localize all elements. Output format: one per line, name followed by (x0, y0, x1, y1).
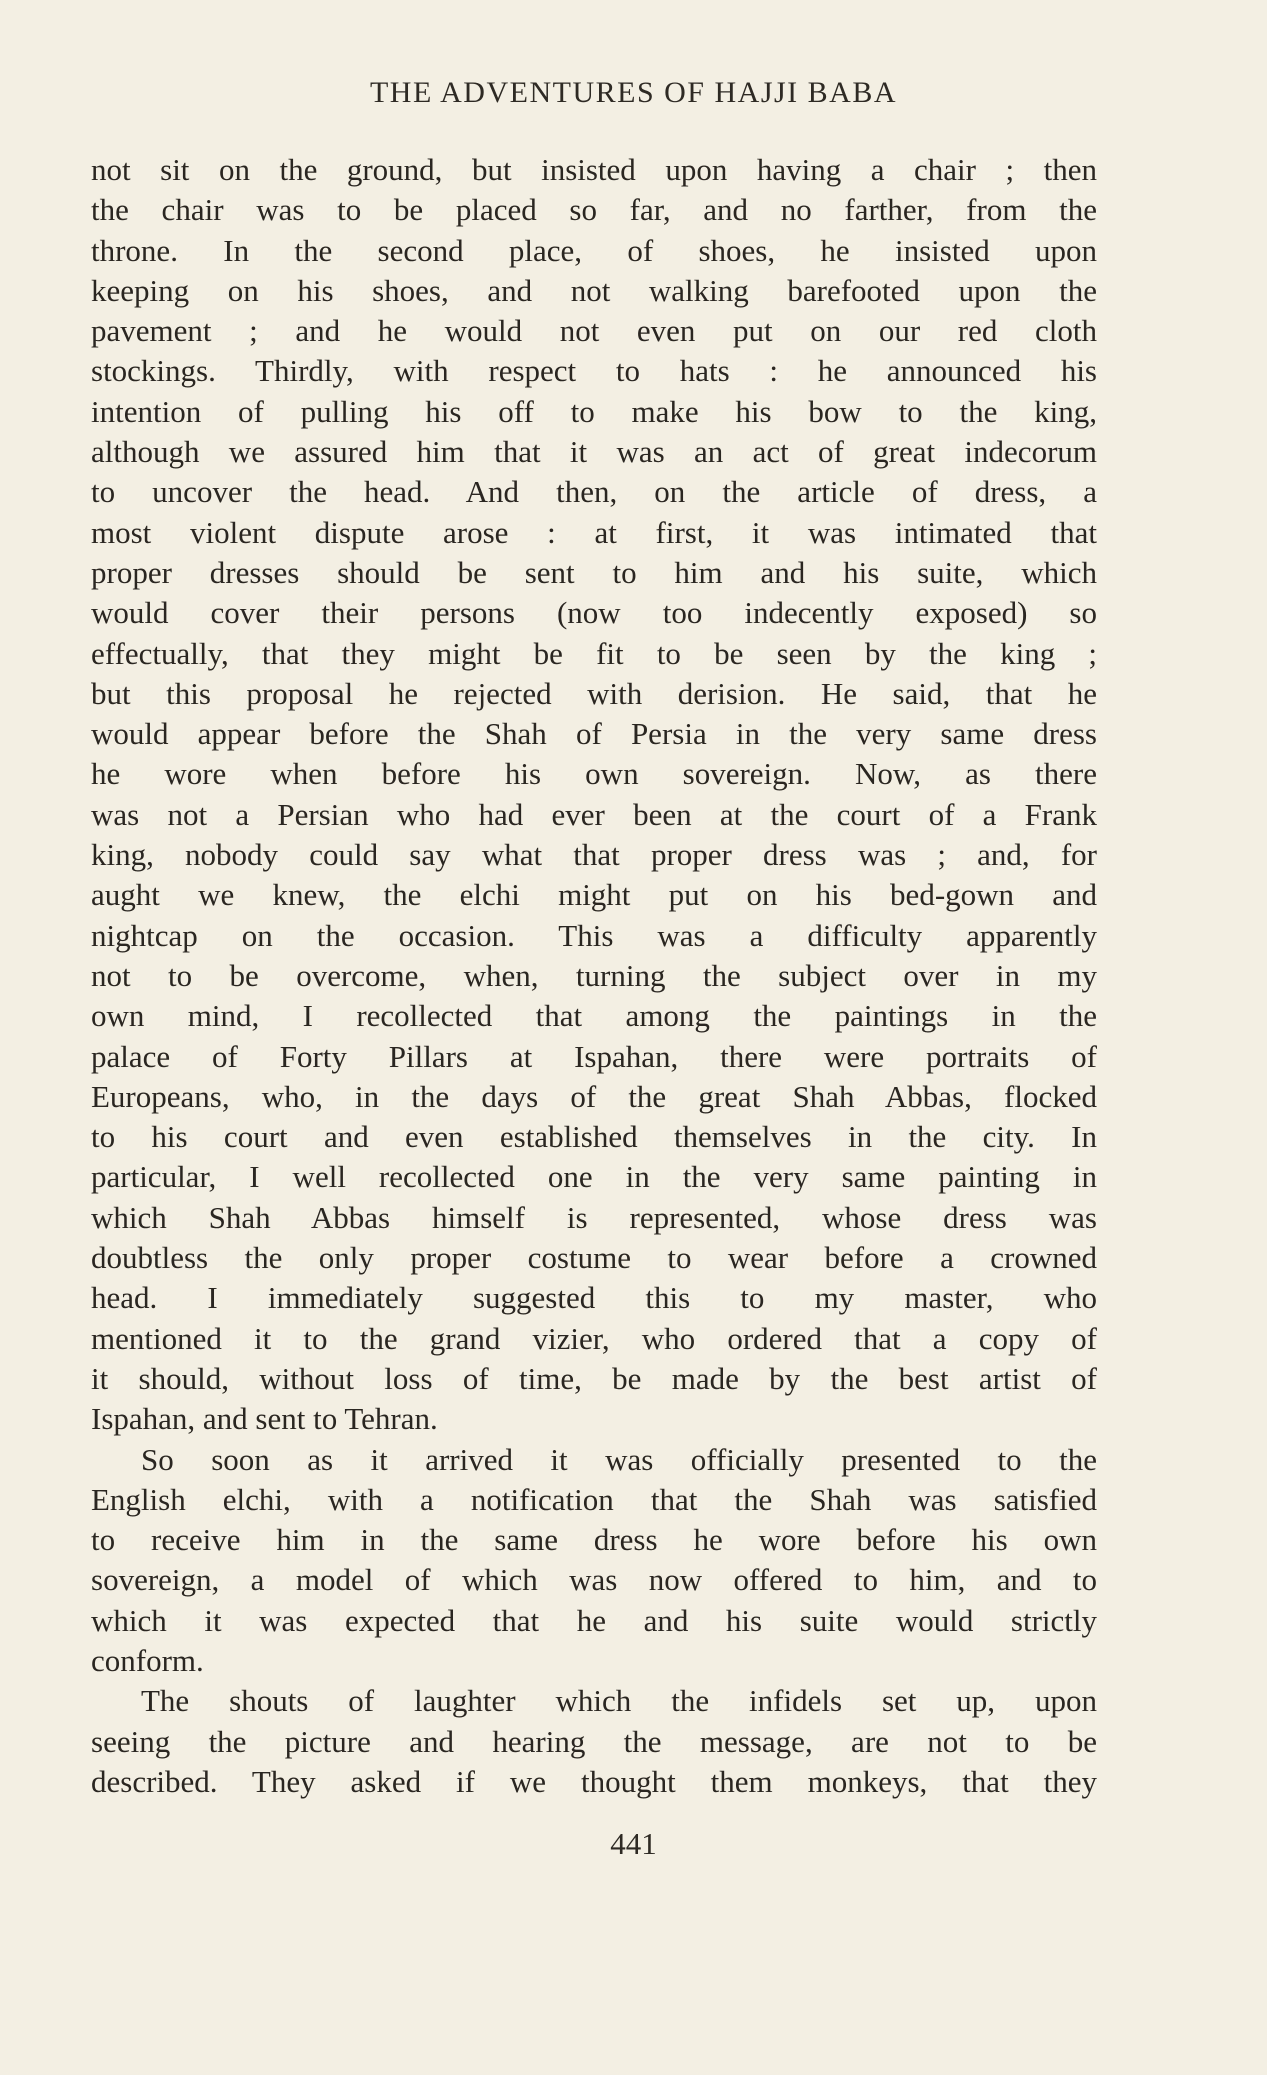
text-line: palace of Forty Pillars at Ispahan, there were portraits of (91, 1038, 1097, 1074)
body-text (91, 150, 1097, 1802)
text-line: most violent dispute arose : at first, it was intimated that (91, 514, 1097, 550)
text-line: was not a Persian who had ever been at the court of a Frank (91, 796, 1097, 832)
text-line: English elchi, with a notification that the Shah was satisfied (91, 1481, 1097, 1517)
text-line: it should, without loss of time, be made by the best artist of (91, 1360, 1097, 1396)
text-line: doubtless the only proper costume to wear before a crowned (91, 1240, 1097, 1276)
text-line: to his court and even established themselves in the city. In (91, 1119, 1097, 1155)
text-line: would appear before the Shah of Persia in the very same dress (91, 716, 1097, 752)
text-line: to receive him in the same dress he wore before his own (91, 1522, 1097, 1558)
text-line: own mind, I recollected that among the paintings in the (91, 998, 1097, 1034)
text-line: nightcap on the occasion. This was a difficulty apparently (91, 917, 1097, 953)
running-head: THE ADVENTURES OF HAJJI BABA (369, 76, 898, 109)
text-line: intention of pulling his off to make his bow to the king, (91, 393, 1097, 429)
text-line: would cover their persons (now too indecently exposed) so (91, 595, 1097, 631)
text-line: conform. (91, 1642, 204, 1678)
text-line: pavement ; and he would not even put on our red cloth (91, 313, 1097, 349)
text-line: the chair was to be placed so far, and no farther, from the (91, 192, 1097, 228)
text-line: Ispahan, and sent to Tehran. (91, 1401, 438, 1437)
text-line: head. I immediately suggested this to my master, who (91, 1280, 1097, 1316)
page-number: 441 (610, 1826, 657, 1861)
text-line: to uncover the head. And then, on the article of dress, a (91, 474, 1097, 510)
text-line: although we assured him that it was an act of great indecorum (91, 434, 1097, 470)
text-line: aught we knew, the elchi might put on his bed-gown and (91, 877, 1097, 913)
text-line: which it was expected that he and his suite would strictly (91, 1602, 1097, 1638)
text-line: mentioned it to the grand vizier, who ordered that a copy of (91, 1320, 1097, 1356)
text-line: which Shah Abbas himself is represented, whose dress was (91, 1199, 1097, 1235)
text-line: The shouts of laughter which the infidels set up, upon (141, 1683, 1097, 1719)
text-line: So soon as it arrived it was officially presented to the (141, 1441, 1097, 1477)
text-line: effectually, that they might be fit to be seen by the king ; (91, 635, 1097, 671)
text-line: but this proposal he rejected with derision. He said, that he (91, 675, 1097, 711)
text-line: he wore when before his own sovereign. Now, as there (91, 756, 1097, 792)
text-line: seeing the picture and hearing the message, are not to be (91, 1723, 1097, 1759)
text-line: proper dresses should be sent to him and his suite, which (91, 554, 1097, 590)
text-line: described. They asked if we thought them monkeys, that they (91, 1763, 1097, 1799)
text-line: particular, I well recollected one in the very same painting in (91, 1159, 1097, 1195)
text-line: king, nobody could say what that proper dress was ; and, for (91, 837, 1097, 873)
text-line: throne. In the second place, of shoes, he insisted upon (91, 232, 1097, 268)
text-line: not sit on the ground, but insisted upon having a chair ; then (91, 152, 1097, 187)
text-line: Europeans, who, in the days of the great Shah Abbas, flocked (91, 1078, 1097, 1114)
text-line: keeping on his shoes, and not walking barefooted upon the (91, 272, 1097, 308)
text-line: sovereign, a model of which was now offered to him, and to (91, 1562, 1097, 1598)
text-line: not to be overcome, when, turning the subject over in my (91, 957, 1097, 993)
text-line: stockings. Thirdly, with respect to hats : he announced his (91, 353, 1097, 389)
